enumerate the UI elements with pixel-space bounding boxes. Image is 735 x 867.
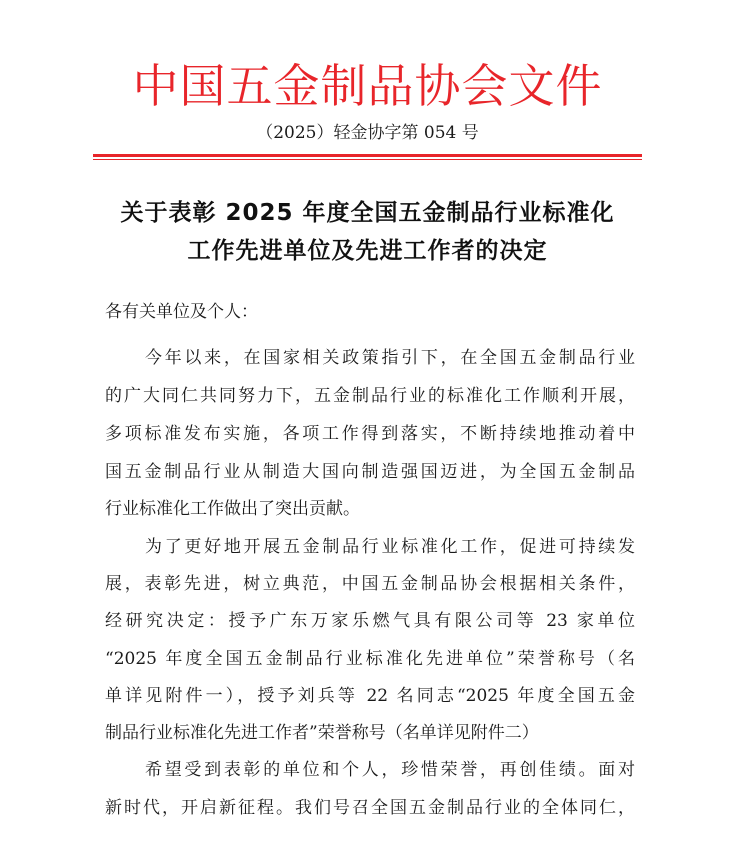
paragraph-2-line-3: 经研究决定：授予广东万家乐燃气具有限公司等 23 家单位 <box>105 611 635 631</box>
paragraph-1-line-3: 多项标准发布实施，各项工作得到落实，不断持续地推动着中 <box>105 424 635 444</box>
paragraph-2-line-5: 单详见附件一），授予刘兵等 22 名同志“2025 年度全国五金 <box>105 686 635 706</box>
document-title-line-2: 工作先进单位及先进工作者的决定 <box>187 238 548 264</box>
paragraph-3-line-2: 新时代，开启新征程。我们号召全国五金制品行业的全体同仁， <box>105 798 635 818</box>
paragraph-1-line-2: 的广大同仁共同努力下，五金制品行业的标准化工作顺利开展， <box>105 386 635 406</box>
paragraph-3-line-1: 希望受到表彰的单位和个人，珍惜荣誉，再创佳绩。面对 <box>145 760 635 780</box>
paragraph-2-line-2: 展，表彰先进，树立典范，中国五金制品协会根据相关条件， <box>105 574 635 594</box>
letterhead-rule-thick <box>93 154 642 157</box>
letterhead-title: 中国五金制品协会文件 <box>132 59 603 113</box>
document-number: （2025）轻金协字第 054 号 <box>256 123 479 143</box>
paragraph-1-line-1: 今年以来，在国家相关政策指引下，在全国五金制品行业 <box>145 348 635 368</box>
paragraph-1-line-5: 行业标准化工作做出了突出贡献。 <box>105 499 360 519</box>
paragraph-1-line-4: 国五金制品行业从制造大国向制造强国迈进，为全国五金制品 <box>105 462 635 482</box>
document-title-line-1: 关于表彰 2025 年度全国五金制品行业标准化 <box>120 200 615 226</box>
paragraph-2-line-6: 制品行业标准化先进工作者”荣誉称号（名单详见附件二） <box>105 723 539 743</box>
letterhead-rule-thin <box>93 159 642 160</box>
paragraph-2-line-4: “2025 年度全国五金制品行业标准化先进单位”荣誉称号（名 <box>105 649 635 669</box>
paragraph-2-line-1: 为了更好地开展五金制品行业标准化工作，促进可持续发 <box>145 537 635 557</box>
salutation: 各有关单位及个人： <box>105 302 258 322</box>
